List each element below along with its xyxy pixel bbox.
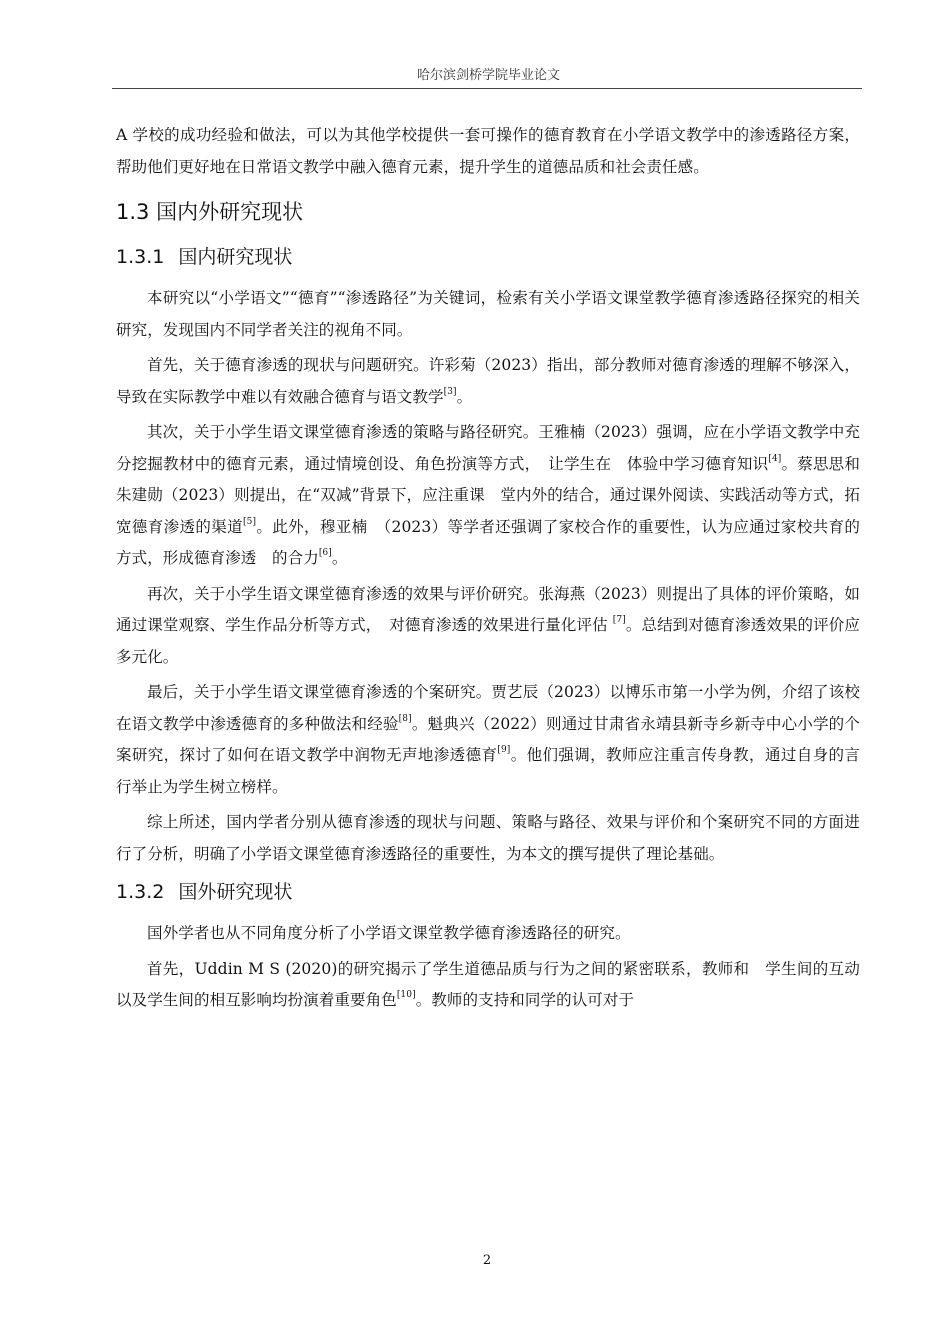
paragraph: 首先，关于德育渗透的现状与问题研究。许彩菊（2023）指出，部分教师对德育渗透的理解不够深入，导致在实际教学中难以有效融合德育与语文教学[3]。 bbox=[116, 356, 860, 406]
section-heading-1-3 bbox=[116, 195, 860, 229]
citation[interactable]: [7] bbox=[612, 614, 626, 625]
paragraph: 最后，关于小学生语文课堂德育渗透的个案研究。贾艺辰（2023）以博乐市第一小学为例，介绍了该校在语文教学中渗透德育的多种做法和经验[8]。魁典兴（2022）则通过甘肃省永靖县新寺乡新寺中心小学的个案研究，探讨了如何在语文教学中润物无声地渗透德育[9]。他们强调，教师应注重言传身教，通过自身的言行举止为学生树立榜样。 bbox=[116, 683, 860, 796]
subsection-heading-1-3-2 bbox=[116, 876, 860, 908]
citation[interactable]: [4] bbox=[768, 453, 782, 464]
paragraph: 综上所述，国内学者分别从德育渗透的现状与问题、策略与路径、效果与评价和个案研究不同的方面进行了分析，明确了小学语文课堂德育渗透路径的重要性，为本文的撰写提供了理论基础。 bbox=[116, 813, 860, 863]
running-header: 哈尔滨剑桥学院毕业论文 bbox=[416, 68, 560, 83]
section-number: 1.3 bbox=[116, 200, 150, 224]
paragraph: 首先，Uddin M S (2020)的研究揭示了学生道德品质与行为之间的紧密联系，教师和 学生间的互动以及学生间的相互影响均扮演着重要角色[10]。教师的支持和同学的认可对于 bbox=[116, 959, 860, 1009]
paragraph: 再次，关于小学生语文课堂德育渗透的效果与评价研究。张海燕（2023）则提出了具体的评价策略，如通过课堂观察、学生作品分析等方式， 对德育渗透的效果进行量化评估 [7]。总结到对德育渗透效果的评价应多元化。 bbox=[116, 584, 860, 666]
section-title: 国内外研究现状 bbox=[156, 200, 304, 224]
paragraph: 国外学者也从不同角度分析了小学语文课堂教学德育渗透路径的研究。 bbox=[147, 924, 631, 942]
header-rule bbox=[112, 88, 862, 89]
subsection-title: 国内研究现状 bbox=[178, 246, 293, 268]
citation[interactable]: [8] bbox=[398, 713, 412, 724]
paragraph: 本研究以“小学语文”“德育”“渗透路径”为关键词，检索有关小学语文课堂教学德育渗透路径探究的相关研究，发现国内不同学者关注的视角不同。 bbox=[116, 289, 860, 339]
page-number: 2 bbox=[482, 1253, 492, 1268]
citation[interactable]: [3] bbox=[443, 386, 457, 397]
citation[interactable]: [6] bbox=[318, 547, 332, 558]
paragraph: 其次，关于小学生语文课堂德育渗透的策略与路径研究。王雅楠（2023）强调，应在小学语文教学中充分挖掘教材中的德育元素，通过情境创设、角色扮演等方式， 让学生在 体验中学习德育知识[4]。蔡思思和朱建勋（2023）则提出，在“双减”背景下，应注重课 堂内外的结合，通过课外阅读、实践活动等方式，拓宽德育渗透的渠道[5]。此外，穆亚楠 （2023）等学者还强调了家校合作的重要性，认为应通过家校共育的方式，形成德育渗透 的合力[6]。 bbox=[116, 423, 860, 567]
subsection-heading-1-3-1 bbox=[116, 241, 860, 273]
subsection-title: 国外研究现状 bbox=[178, 881, 293, 903]
citation[interactable]: [9] bbox=[497, 744, 511, 755]
subsection-number: 1.3.1 bbox=[116, 246, 165, 268]
citation[interactable]: [5] bbox=[243, 516, 257, 527]
citation[interactable]: [10] bbox=[396, 989, 416, 1000]
page-body bbox=[116, 120, 860, 1021]
subsection-number: 1.3.2 bbox=[116, 881, 165, 903]
paragraph-intro: A 学校的成功经验和做法，可以为其他学校提供一套可操作的德育教育在小学语文教学中的渗透路径方案，帮助他们更好地在日常语文教学中融入德育元素，提升学生的道德品质和社会责任感。 bbox=[116, 126, 860, 176]
